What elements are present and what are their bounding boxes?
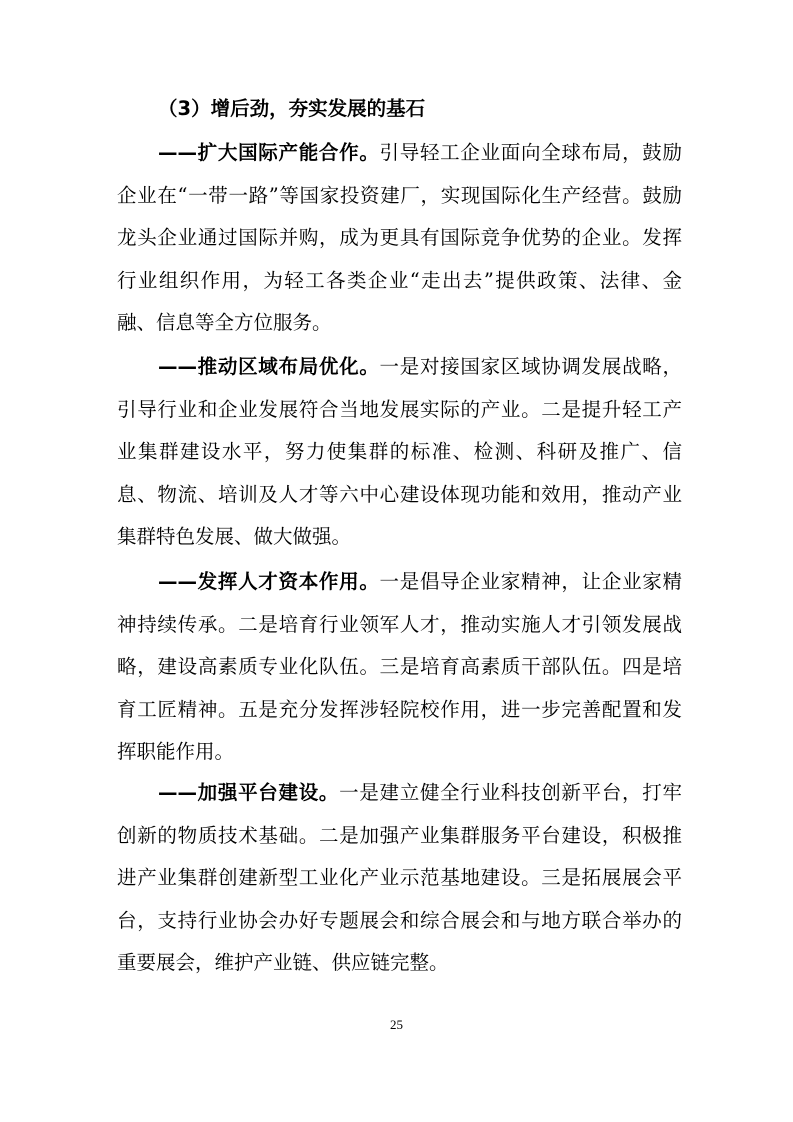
- paragraph-talent-capital: [117, 561, 682, 774]
- paragraph-lead: ——扩大国际产能合作。: [157, 141, 380, 164]
- paragraph-body: 一是对接国家区域协调发展战略，引导行业和企业发展符合当地发展实际的产业。二是提升轻工产业集群建设水平，努力使集群的标准、检测、科研及推广、信息、物流、培训及人才等六中心建设体现功能和效用，推动产业集群特色发展、做大做强。: [117, 355, 682, 548]
- paragraph-regional-layout: [117, 346, 682, 559]
- section-heading: （3）增后劲，夯实发展的基石: [158, 97, 426, 120]
- paragraph-body: 一是倡导企业家精神，让企业家精神持续传承。二是培育行业领军人才，推动实施人才引领发展战略，建设高素质专业化队伍。三是培育高素质干部队伍。四是培育工匠精神。五是充分发挥涉轻院校作用，进一步完善配置和发挥职能作用。: [117, 570, 682, 763]
- paragraph-body: 一是建立健全行业科技创新平台，打牢创新的物质技术基础。二是加强产业集群服务平台建设，积极推进产业集群创建新型工业化产业示范基地建设。三是拓展展会平台，支持行业协会办好专题展会和综合展会和与地方联合举办的重要展会，维护产业链、供应链完整。: [117, 781, 682, 974]
- paragraph-lead: ——推动区域布局优化。: [157, 355, 380, 378]
- paragraph-lead: ——加强平台建设。: [157, 781, 340, 804]
- paragraph-lead: ——发挥人才资本作用。: [157, 570, 380, 593]
- paragraph-platform-building: [117, 772, 682, 985]
- paragraph-body: 引导轻工企业面向全球布局，鼓励企业在“一带一路”等国家投资建厂，实现国际化生产经营。鼓励龙头企业通过国际并购，成为更具有国际竞争优势的企业。发挥行业组织作用，为轻工各类企业“走出去”提供政策、法律、金融、信息等全方位服务。: [117, 141, 682, 334]
- paragraph-international-capacity: [117, 132, 682, 345]
- page-number: 25: [390, 1017, 403, 1032]
